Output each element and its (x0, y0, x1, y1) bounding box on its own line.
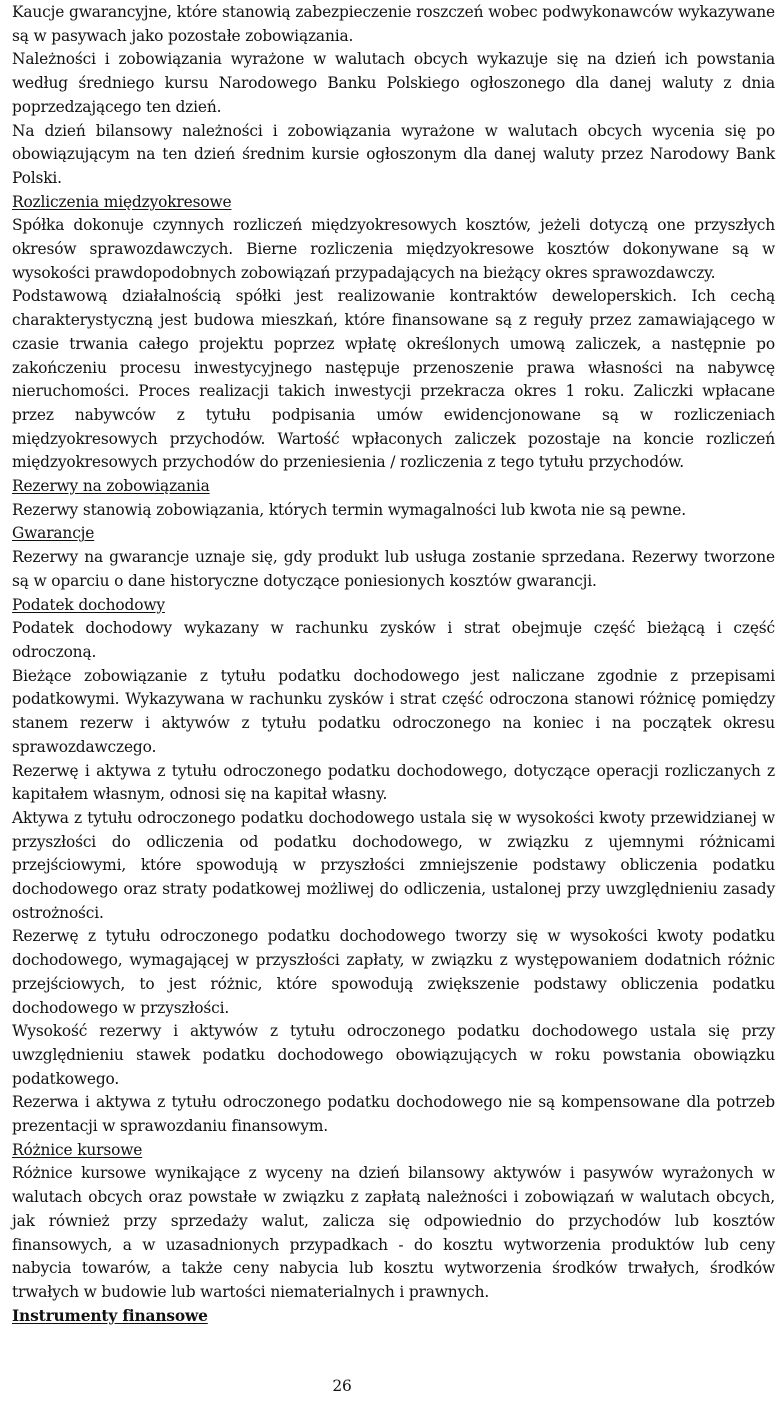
section-heading-4: Podatek dochodowy (12, 595, 165, 614)
paragraph-13: Wysokość rezerwy i aktywów z tytułu odroczonego podatku dochodowego ustala się przy uwzględnieniu stawek podatku dochodowego obowiązujących w roku powstania obowiązku podatkowego. (12, 1022, 775, 1088)
document-body (12, 1, 775, 1328)
section-heading-6: Instrumenty finansowe (12, 1306, 208, 1325)
paragraph-2: Należności i zobowiązania wyrażone w walutach obcych wykazuje się na dzień ich powstania według średniego kursu Narodowego Banku Polskiego ogłoszonego dla danej waluty z dnia poprzedzającego ten dzień. (12, 50, 775, 116)
page-number: 26 (332, 1377, 352, 1395)
paragraph-15: Różnice kursowe wynikające z wyceny na dzień bilansowy aktywów i pasywów wyrażonych w walutach obcych oraz powstałe w związku z zapłatą należności i zobowiązań w walutach obcych, jak również przy sprzedaży walut, zalicza się odpowiednio do przychodów lub kosztów finansowych, a w uzasadnionych przypadkach - do kosztu wytworzenia produktów lub ceny nabycia towarów, a także ceny nabycia lub kosztu wytworzenia środków trwałych, środków trwałych w budowie lub wartości niematerialnych i prawnych. (12, 1164, 775, 1301)
section-heading-2: Rezerwy na zobowiązania (12, 477, 210, 496)
paragraph-6: Rezerwy stanowią zobowiązania, których termin wymagalności lub kwota nie są pewne. (12, 500, 686, 519)
paragraph-1: Kaucje gwarancyjne, które stanowią zabezpieczenie roszczeń wobec podwykonawców wykazywane są w pasywach jako pozostałe zobowiązania. (12, 3, 775, 45)
section-heading-1: Rozliczenia międzyokresowe (12, 192, 232, 211)
paragraph-11: Aktywa z tytułu odroczonego podatku dochodowego ustala się w wysokości kwoty przewidzianej w przyszłości do odliczenia od podatku dochodowego, w związku z ujemnymi różnicami przejściowymi, które spowodują w przyszłości zmniejszenie podstawy obliczenia podatku dochodowego oraz straty podatkowej możliwej do odliczenia, ustalonej przy uwzględnieniu zasady ostrożności. (12, 808, 775, 922)
paragraph-4: Spółka dokonuje czynnych rozliczeń międzyokresowych kosztów, jeżeli dotyczą one przyszłych okresów sprawozdawczych. Bierne rozliczenia międzyokresowe kosztów dokonywane są w wysokości prawdopodobnych zobowiązań przypadających na bieżący okres sprawozdawczy. (12, 216, 775, 282)
paragraph-3: Na dzień bilansowy należności i zobowiązania wyrażone w walutach obcych wycenia się po obowiązującym na ten dzień średnim kursie ogłoszonym dla danej waluty przez Narodowy Bank Polski. (12, 121, 775, 187)
paragraph-8: Podatek dochodowy wykazany w rachunku zysków i strat obejmuje część bieżącą i część odroczoną. (12, 619, 775, 661)
paragraph-14: Rezerwa i aktywa z tytułu odroczonego podatku dochodowego nie są kompensowane dla potrzeb prezentacji w sprawozdaniu finansowym. (12, 1093, 775, 1136)
paragraph-9: Bieżące zobowiązanie z tytułu podatku dochodowego jest naliczane zgodnie z przepisami podatkowymi. Wykazywana w rachunku zysków i strat część odroczona stanowi różnicę pomiędzy stanem rezerw i aktywów z tytułu podatku odroczonego na koniec i na początek okresu sprawozdawczego. (12, 666, 775, 756)
paragraph-5: Podstawową działalnością spółki jest realizowanie kontraktów deweloperskich. Ich cechą charakterystyczną jest budowa mieszkań, które finansowane są z reguły przez zamawiającego w czasie trwania całego projektu poprzez wpłatę określonych umową zaliczek, a następnie po zakończeniu procesu inwestycyjnego następuje przenoszenie prawa własności na nabywcę nieruchomości. Proces realizacji takich inwestycji przekracza okres 1 roku. Zaliczki wpłacane przez nabywców z tytułu podpisania umów ewidencjonowane są w rozliczeniach międzyokresowych przychodów. Wartość wpłaconych zaliczek pozostaje na koncie rozliczeń międzyokresowych przychodów do przeniesienia / rozliczenia z tego tytułu przychodów. (12, 287, 775, 472)
paragraph-7: Rezerwy na gwarancje uznaje się, gdy produkt lub usługa zostanie sprzedana. Rezerwy tworzone są w oparciu o dane historyczne dotyczące poniesionych kosztów gwarancji. (12, 548, 775, 590)
paragraph-10: Rezerwę i aktywa z tytułu odroczonego podatku dochodowego, dotyczące operacji rozliczanych z kapitałem własnym, odnosi się na kapitał własny. (12, 761, 775, 804)
paragraph-12: Rezerwę z tytułu odroczonego podatku dochodowego tworzy się w wysokości kwoty podatku dochodowego, wymagającej w przyszłości zapłaty, w związku z występowaniem dodatnich różnic przejściowych, to jest różnic, które spowodują zwiększenie podstawy obliczenia podatku dochodowego w przyszłości. (12, 927, 775, 1017)
section-heading-3: Gwarancje (12, 524, 95, 543)
section-heading-5: Różnice kursowe (12, 1140, 143, 1159)
